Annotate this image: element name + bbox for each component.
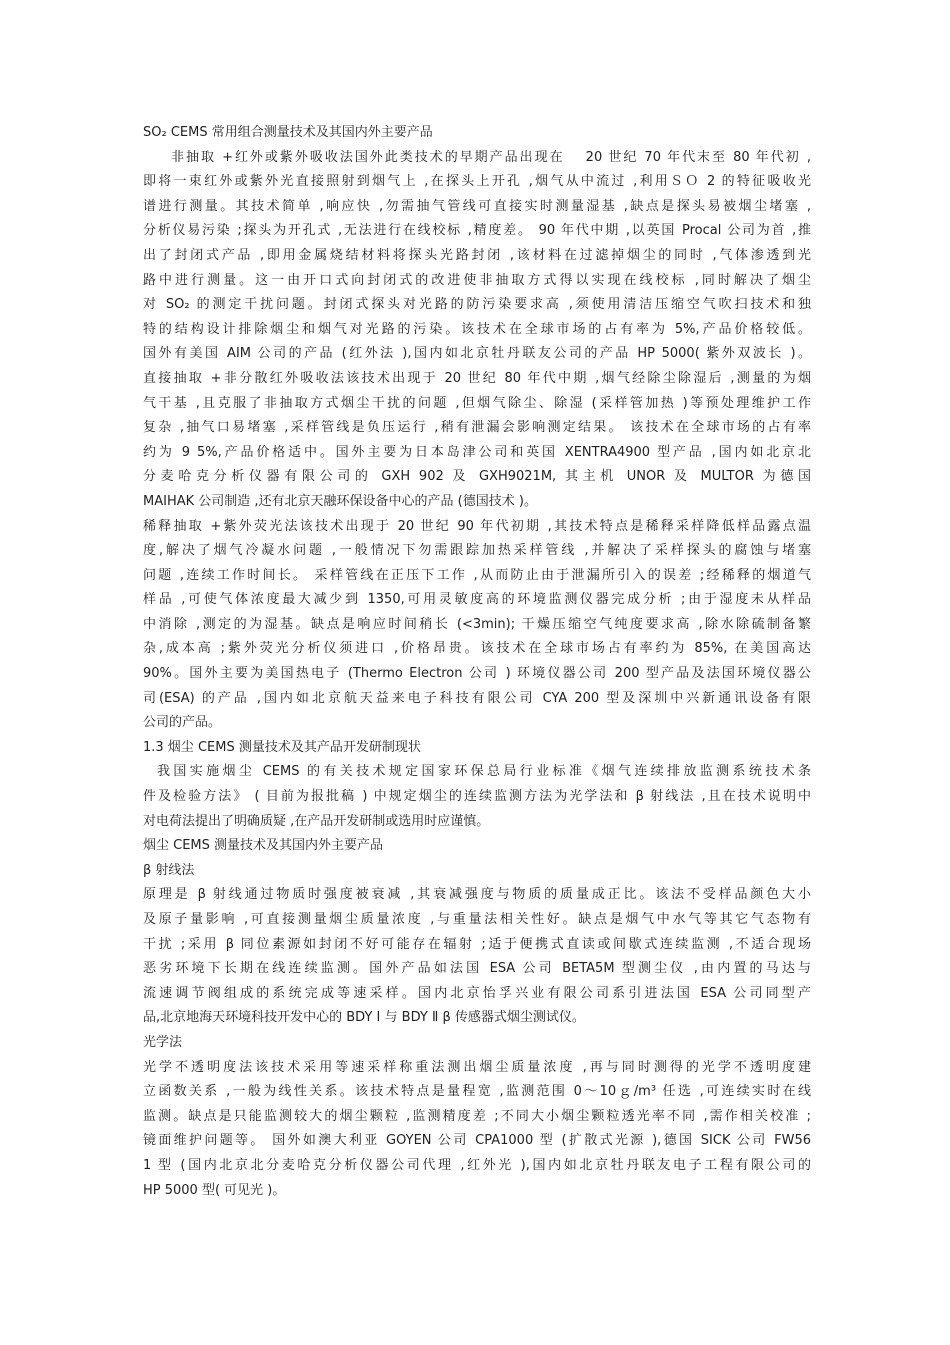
text-line: 流速调节阀组成的系统完成等速采样。国内北京怡孚兴业有限公司系引进法国 ESA 公司同型产	[143, 985, 811, 1001]
text-line: 分麦哈克分析仪器有限公司的 GXH 902 及 GXH9021M, 其主机 UNOR 及 MULTOR 为德国	[143, 469, 811, 485]
text-line: 我国实施烟尘 CEMS 的有关技术规定国家环保总局行业标准《烟气连续排放监测系统技术条	[157, 764, 811, 780]
section-heading: SO₂ CEMS 常用组合测量技术及其国内外主要产品	[143, 125, 433, 140]
text-line: 复杂 ,抽气口易堵塞 ,采样管线是负压运行 ,稍有泄漏会影响测定结果。 该技术在全球市场的占有率	[143, 420, 811, 436]
text-line: 特的结构设计排除烟尘和烟气对光路的污染。该技术在全球市场的占有率为 5%,产品价格较低。	[143, 321, 811, 337]
text-line: 原理是 β 射线通过物质时强度被衰减 ,其衰减强度与物质的质量成正比。该法不受样品颜色大小	[143, 887, 811, 903]
text-line: 品,北京地海天环境科技开发中心的 BDY Ⅰ 与 BDY Ⅱ β 传感器式烟尘测试仪。	[143, 1010, 585, 1026]
text-line: 件及检验方法》 ( 目前为报批稿 ) 中规定烟尘的连续监测方法为光学法和 β 射线法 ,且在技术说明中	[143, 789, 811, 805]
text-line: 1 型 (国内北京北分麦哈克分析仪器公司代理 ,红外光 ),国内如北京牡丹联友电子工程有限公司的	[143, 1157, 811, 1173]
section-heading: β 射线法	[143, 862, 195, 878]
text-line: 对 SO₂ 的测定干扰问题。封闭式探头对光路的防污染要求高 ,须使用清洁压缩空气吹扫技术和独	[143, 297, 811, 313]
text-line: 杂,成本高 ;紫外荧光分析仪须进口 ,价格昂贵。该技术在全球市场占有率约为 85%, 在美国高达	[143, 641, 811, 657]
text-line: 谱进行测量。其技术简单 ,响应快 ,勿需抽气管线可直接实时测量湿基 ,缺点是探头易被烟尘堵塞 ,	[143, 198, 811, 214]
text-line: 度,解决了烟气冷凝水问题 ,一般情况下勿需跟踪加热采样管线 ,并解决了采样探头的腐蚀与堵塞	[143, 543, 811, 559]
text-line: 镜面维护问题等。 国外如澳大利亚 GOYEN 公司 CPA1000 型 (扩散式光源 ),德国 SICK 公司 FW56	[143, 1133, 811, 1149]
text-line: 路中进行测量。这一由开口式向封闭式的改进使非抽取方式得以实现在线校标 ,同时解决了烟尘	[143, 272, 811, 288]
text-line: 气干基 ,且克服了非抽取方式烟尘干扰的问题 ,但烟气除尘、除湿 (采样管加热 )等预处理维护工作	[143, 395, 811, 411]
document-body	[143, 121, 811, 1203]
text-line: 直接抽取 +非分散红外吸收法该技术出现于 20 世纪 80 年代中期 ,烟气经除尘除湿后 ,测量的为烟	[143, 370, 811, 386]
text-line: 公司的产品。	[143, 715, 222, 731]
section-heading: 光学法	[143, 1034, 183, 1050]
text-line: 即将一束红外或紫外光直接照射到烟气上 ,在探头上开孔 ,烟气从中流过 ,利用ＳＯ 2 的特征吸收光	[143, 174, 811, 190]
section-heading: 1.3 烟尘 CEMS 测量技术及其产品开发研制现状	[143, 739, 421, 755]
text-line: 国外有美国 AIM 公司的产品 (红外法 ),国内如北京牡丹联友公司的产品 HP 5000( 紫外双波长 )。	[143, 346, 811, 362]
text-line: 监测。缺点是只能监测较大的烟尘颗粒 ,监测精度差 ;不同大小烟尘颗粒透光率不同 ,需作相关校准 ;	[143, 1108, 811, 1124]
text-line: 分析仪易污染 ;探头为开孔式 ,无法进行在线校标 ,精度差。 90 年代中期 ,以英国 Procal 公司为首 ,推	[143, 223, 811, 239]
section-heading: 烟尘 CEMS 测量技术及其国内外主要产品	[143, 838, 384, 854]
text-line: 恶劣环境下长期在线连续监测。国外产品如法国 ESA 公司 BETA5M 型测尘仪 ,由内置的马达与	[143, 961, 811, 977]
text-line: 问题 ,连续工作时间长。 采样管线在正压下工作 ,从而防止由于泄漏所引入的误差 ;经稀释的烟道气	[143, 567, 811, 583]
text-line: 约为 9 5%,产品价格适中。国外主要为日本岛津公司和英国 XENTRA4900 型产品 ,国内如北京北	[143, 444, 811, 460]
text-line: 干扰 ;采用 β 同位素源如封闭不好可能存在辐射 ;适于便携式直读或间歇式连续监测 ,不适合现场	[143, 936, 811, 952]
text-line: 非抽取 +红外或紫外吸收法国外此类技术的早期产品出现在 20 世纪 70 年代末至 80 年代初 ,	[171, 149, 811, 165]
text-line: HP 5000 型( 可见光 )。	[143, 1182, 286, 1198]
text-line: MAIHAK 公司制造 ,还有北京天融环保设备中心的产品 (德国技术 )。	[143, 493, 537, 509]
text-line: 出了封闭式产品 ,即用金属烧结材料将探头光路封闭 ,该材料在过滤掉烟尘的同时 ,气体渗透到光	[143, 247, 811, 263]
text-line: 中消除 ,测定的为湿基。缺点是响应时间稍长 (<3min); 干燥压缩空气纯度要求高 ,除水除硫制备繁	[143, 616, 811, 632]
text-line: 及原子量影响 ,可直接测量烟尘质量浓度 ,与重量法相关性好。缺点是烟气中水气等其它气态物有	[143, 912, 811, 927]
text-line: 对电荷法提出了明确质疑 ,在产品开发研制或选用时应谨慎。	[143, 813, 490, 829]
text-line: 稀释抽取 +紫外荧光法该技术出现于 20 世纪 90 年代初期 ,其技术特点是稀释采样降低样品露点温	[143, 518, 811, 534]
text-line: 90%。国外主要为美国热电子 (Thermo Electron 公司 ) 环境仪器公司 200 型产品及法国环境仪器公	[143, 666, 811, 682]
text-line: 样品 ,可使气体浓度最大减少到 1350,可用灵敏度高的环境监测仪器完成分析 ;由于湿度未从样品	[143, 592, 811, 608]
text-line: 司(ESA) 的产品 ,国内如北京航天益来电子科技有限公司 CYA 200 型及深圳中兴新通讯设备有限	[143, 690, 811, 706]
text-line: 立函数关系 ,一般为线性关系。该技术特点是量程宽 ,监测范围 0～10ｇ/m³ 任选 ,可连续实时在线	[143, 1084, 811, 1100]
text-line: 光学不透明度法该技术采用等速采样称重法测出烟尘质量浓度 ,再与同时测得的光学不透明度建	[143, 1059, 811, 1075]
